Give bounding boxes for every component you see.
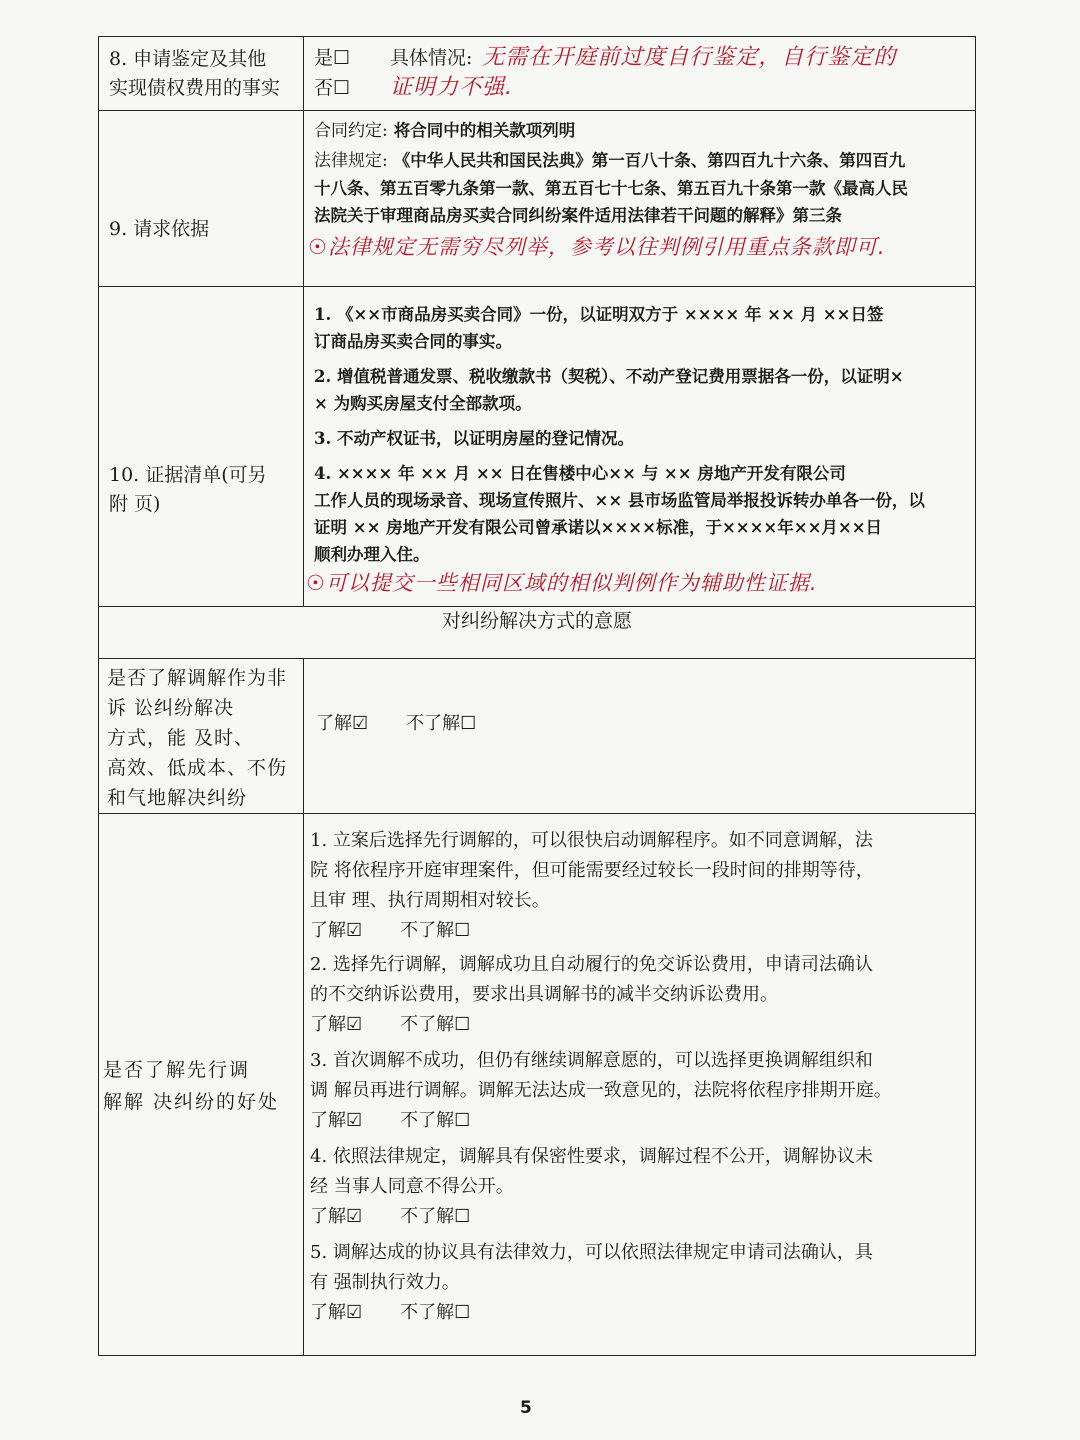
mediation-content-cell [304,659,976,814]
no-checkbox[interactable]: 否☐ [314,77,351,99]
benefit-1-c: 且审 理、执行周期相对较长。 [310,890,550,911]
evidence-item1-b: 订商品房买卖合同的事实。 [314,332,512,351]
benefit-4-a: 4. 依照法律规定，调解具有保密性要求，调解过程不公开，调解协议未 [310,1146,873,1167]
law-text-1: 《中华人民共和国民法典》第一百八十条、第四百九十六条、第四百九 [393,151,906,170]
evidence-item4-b: 工作人员的现场录音、现场宣传照片、×× 县市场监管局举报投诉转办单各一份，以 [314,491,925,510]
complaint-form-table [98,36,976,1356]
evidence-item3: 3. 不动产权证书，以证明房屋的登记情况。 [314,429,634,448]
contract-label: 合同约定: [314,121,388,141]
row9-label: 9. 请求依据 [109,218,210,240]
benefit-5-a: 5. 调解达成的协议具有法律效力，可以依照法律规定申请司法确认，具 [310,1242,873,1263]
row-prior-mediation [99,814,976,1356]
prior-content-cell [304,814,976,1356]
benefit-1-b: 院 将依程序开庭审理案件，但可能需要经过较长一段时间的排期等待， [310,860,874,881]
mediation-label-line1: 是否了解调解作为非 [107,667,288,689]
row8-content-cell [304,37,976,111]
row-evidence-list [99,287,976,607]
benefit-1-a: 1. 立案后选择先行调解的，可以很快启动调解程序。如不同意调解，法 [310,830,873,851]
row8-label-cell [99,37,304,111]
benefit-3-b: 调 解员再进行调解。调解无法达成一致意见的，法院将依程序排期开庭。 [310,1080,892,1101]
row10-label-cell [99,287,304,607]
contract-text: 将合同中的相关款项列明 [393,121,576,140]
evidence-item4-c: 证明 ×× 房地产开发有限公司曾承诺以××××标准，于××××年××月××日 [314,518,883,537]
yes-checkbox[interactable]: 是☐ [314,47,351,69]
handwritten-note-row8-line1: 无需在开庭前过度自行鉴定，自行鉴定的 [482,45,897,70]
benefit-1-know-checkbox[interactable]: 了解☑ [310,920,363,941]
benefit-4-b: 经 当事人同意不得公开。 [310,1176,514,1197]
section-title: 对纠纷解决方式的意愿 [99,607,976,659]
benefit-1-not-know-checkbox[interactable]: 不了解☐ [400,920,471,941]
benefit-2-b: 的不交纳诉讼费用，要求出具调解书的减半交纳诉讼费用。 [310,984,778,1005]
benefit-5-not-know-checkbox[interactable]: 不了解☐ [400,1302,471,1323]
benefit-3-not-know-checkbox[interactable]: 不了解☐ [400,1110,471,1131]
benefit-3-a: 3. 首次调解不成功，但仍有继续调解意愿的，可以选择更换调解组织和 [310,1050,873,1071]
evidence-item4-a: 4. ×××× 年 ×× 月 ×× 日在售楼中心×× 与 ×× 房地产开发有限公司 [314,464,846,483]
evidence-item2-b: × 为购买房屋支付全部款项。 [314,394,532,413]
benefit-2-know-checkbox[interactable]: 了解☑ [310,1014,363,1035]
row10-label-line1: 10. 证据清单(可另 [109,464,267,486]
law-label: 法律规定: [314,151,388,171]
row10-label-line2: 附 页) [109,493,161,515]
mediation-label-line5: 和气地解决纠纷 [107,787,248,809]
handwritten-note-row10: ☉可以提交一些相同区域的相似判例作为辅助性证据. [306,571,818,595]
benefit-2-not-know-checkbox[interactable]: 不了解☐ [400,1014,471,1035]
page-number: 5 [520,1398,532,1418]
detail-label: 具体情况: [390,47,473,69]
evidence-item2-a: 2. 增值税普通发票、税收缴款书（契税）、不动产登记费用票据各一份，以证明× [314,367,904,386]
law-text-2: 十八条、第五百零九条第一款、第五百七十七条、第五百九十条第一款《最高人民 [314,179,908,198]
section-title-row [99,607,976,659]
benefit-3-know-checkbox[interactable]: 了解☑ [310,1110,363,1131]
prior-label-line1: 是否了解先行调 [103,1059,251,1081]
mediation-label-line3: 方式，能 及时、 [107,727,255,749]
mediation-label-line4: 高效、低成本、不伤 [107,757,288,779]
mediation-label-line2: 诉 讼纠纷解决 [107,697,235,719]
prior-label-cell [99,814,304,1356]
mediation-label-cell [99,659,304,814]
benefit-4-not-know-checkbox[interactable]: 不了解☐ [400,1206,471,1227]
row9-content-cell [304,111,976,287]
benefit-2-a: 2. 选择先行调解，调解成功且自动履行的免交诉讼费用，申请司法确认 [310,954,873,975]
law-text-3: 法院关于审理商品房买卖合同纠纷案件适用法律若干问题的解释》第三条 [314,206,842,225]
row-mediation-awareness [99,659,976,814]
row-appraisal-fees [99,37,976,111]
mediation-know-checkbox[interactable]: 了解☑ [316,713,369,734]
handwritten-note-row9: ☉法律规定无需穷尽列举，参考以往判例引用重点条款即可. [308,235,886,259]
row8-label-line2: 实现债权费用的事实 [109,77,281,99]
row-claim-basis [99,111,976,287]
benefit-5-know-checkbox[interactable]: 了解☑ [310,1302,363,1323]
mediation-not-know-checkbox[interactable]: 不了解☐ [406,713,477,734]
benefit-5-b: 有 强制执行效力。 [310,1272,460,1293]
evidence-item1-a: 1. 《××市商品房买卖合同》一份，以证明双方于 ×××× 年 ×× 月 ××日签 [314,305,884,324]
row10-content-cell [304,287,976,607]
evidence-item4-d: 顺利办理入住。 [314,545,430,564]
row8-label-line1: 8. 申请鉴定及其他 [109,48,267,70]
prior-label-line2: 解解 决纠纷的好处 [103,1091,280,1113]
row9-label-cell [99,111,304,287]
handwritten-note-row8-line2: 证明力不强. [390,75,513,100]
benefit-4-know-checkbox[interactable]: 了解☑ [310,1206,363,1227]
